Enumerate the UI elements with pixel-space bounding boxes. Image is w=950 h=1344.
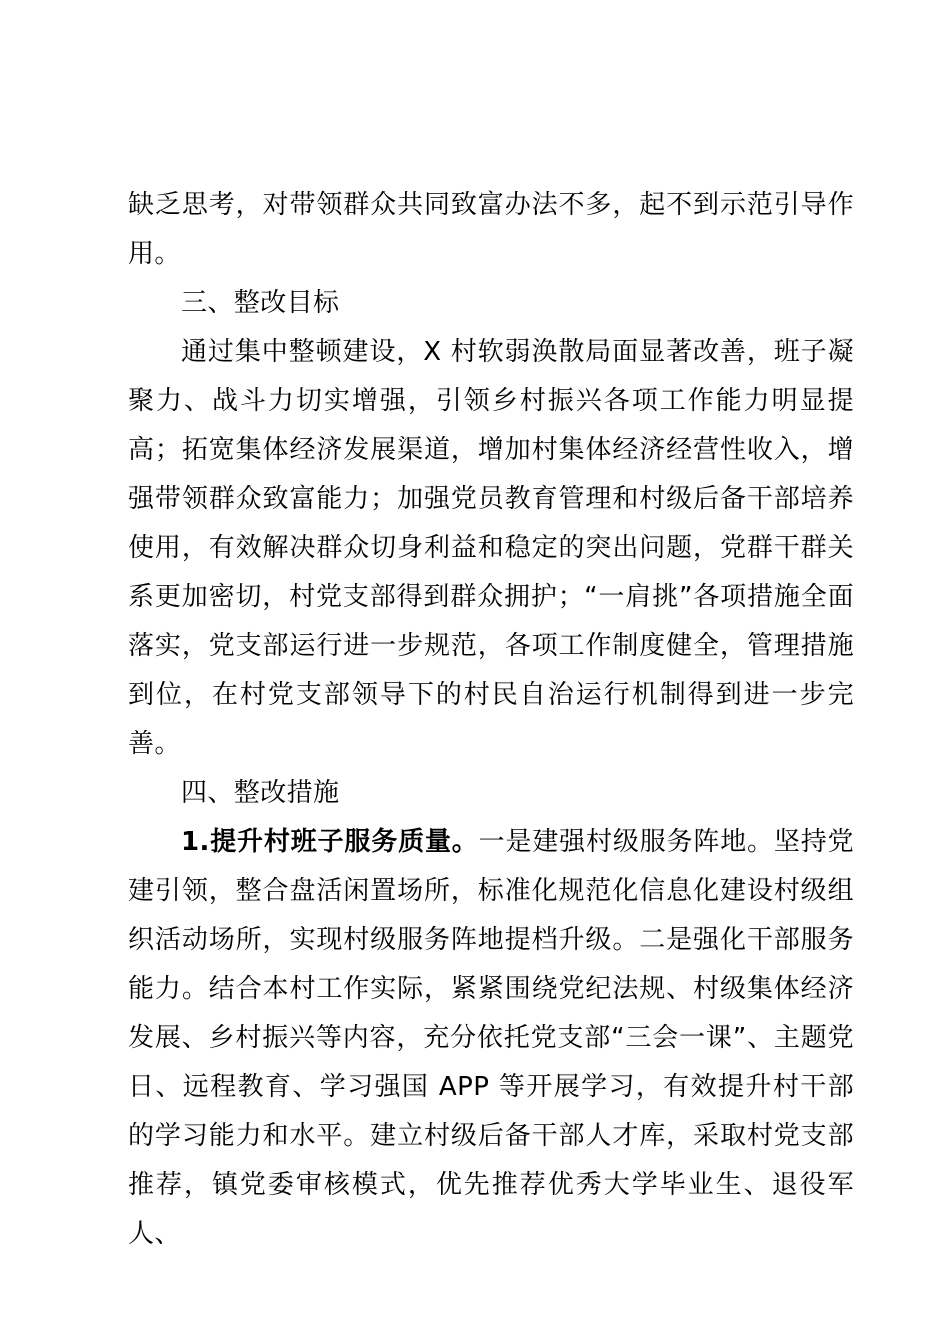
measure-1-title: 1.提升村班子服务质量。 (181, 827, 479, 857)
measure-1-body: 一是建强村级服务阵地。坚持党建引领，整合盘活闲置场所，标准化规范化信息化建设村级组织活动场所，实现村级服务阵地提档升级。二是强化干部服务能力。结合本村工作实际，紧紧围绕党纪法规、村级集体经济发展、乡村振兴等内容，充分依托党支部“三会一课”、主题党日、远程教育、学习强国 APP 等开展学习，有效提升村干部的学习能力和水平。建立村级后备干部人才库，采取村党支部推荐，镇党委审核模式，优先推荐优秀大学毕业生、退役军人、 (128, 827, 854, 1249)
section-heading-measures: 四、整改措施 (181, 778, 340, 808)
section-goals-paragraph: 通过集中整顿建设，X 村软弱涣散局面显著改善，班子凝聚力、战斗力切实增强，引领乡村振兴各项工作能力明显提高；拓宽集体经济发展渠道，增加村集体经济经营性收入，增强带领群众致富能力；加强党员教育管理和村级后备干部培养使用，有效解决群众切身利益和稳定的突出问题，党群干群关系更加密切，村党支部得到群众拥护；“一肩挑”各项措施全面落实，党支部运行进一步规范，各项工作制度健全，管理措施到位，在村党支部领导下的村民自治运行机制得到进一步完善。 (128, 337, 854, 759)
measure-1-paragraph (128, 818, 854, 1259)
section-heading-goals: 三、整改目标 (181, 288, 340, 318)
document-body (128, 181, 854, 1259)
continued-paragraph: 缺乏思考，对带领群众共同致富办法不多，起不到示范引导作用。 (128, 190, 854, 269)
